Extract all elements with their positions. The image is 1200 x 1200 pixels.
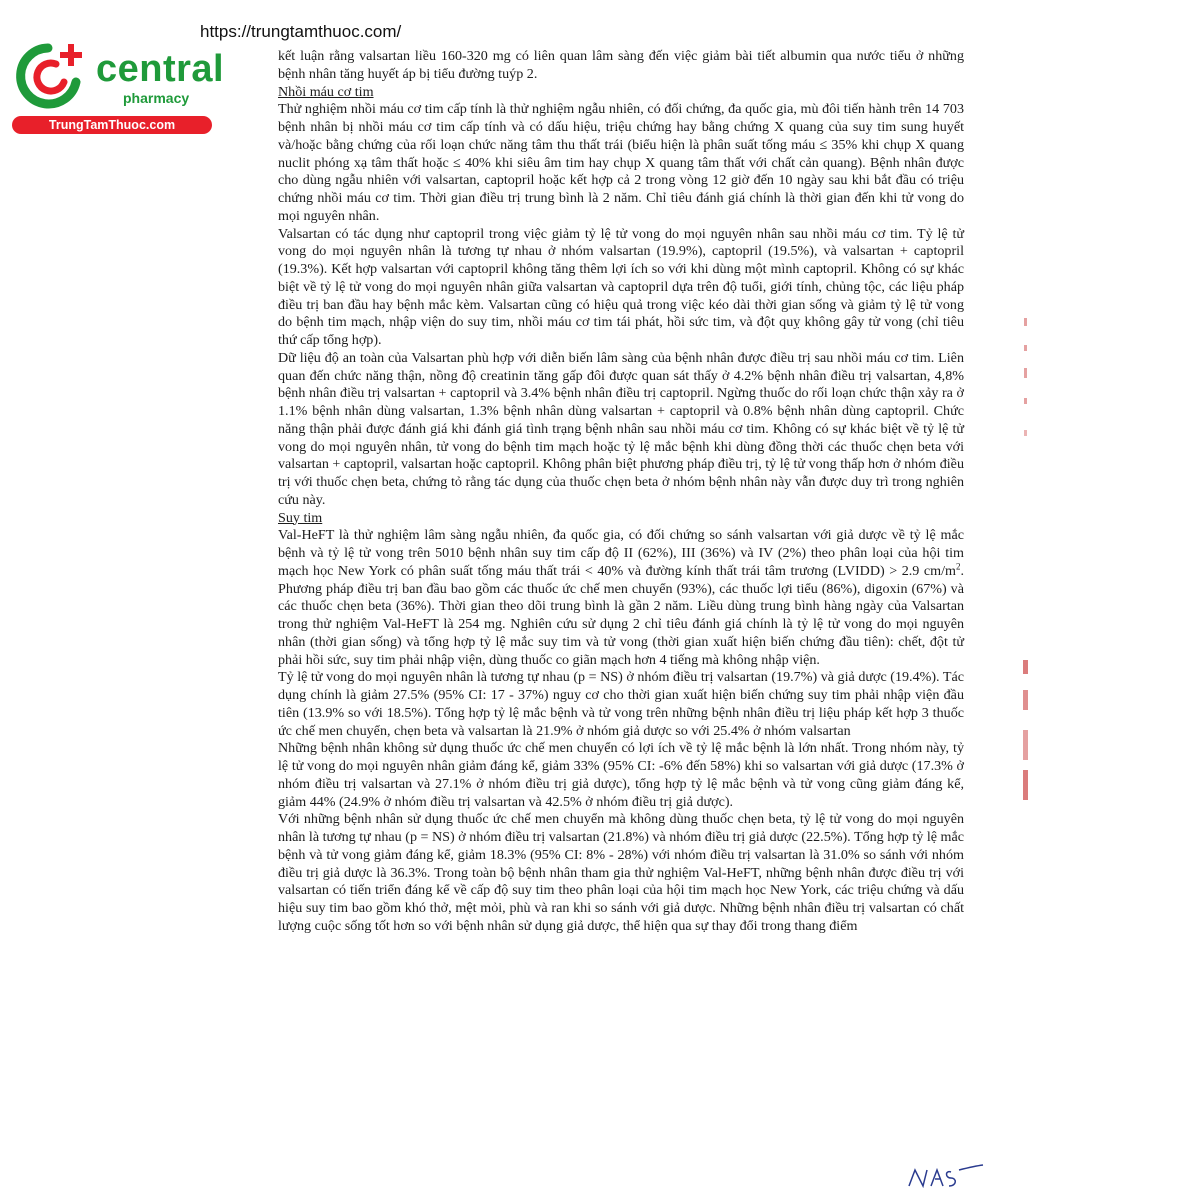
logo-banner: TrungTamThuoc.com bbox=[12, 116, 212, 134]
site-url: https://trungtamthuoc.com/ bbox=[200, 22, 402, 41]
heading-myocardial-infarction: Nhồi máu cơ tim bbox=[278, 83, 374, 100]
document-body bbox=[278, 48, 964, 936]
pharmacy-logo-icon bbox=[8, 38, 98, 118]
paragraph-mortality: Tỷ lệ tử vong do mọi nguyên nhân là tương tự nhau (p = NS) ở nhóm điều trị valsartan (19.7%) và giả dược (19.4%). Tác dụng chính là giảm 27.5% (95% CI: 17 - 37%) nguy cơ cho thời gian xuất hiện biến chứng suy tim phải nhập viện đầu tiên (13.9% so với 18.5%). Tổng hợp tỷ lệ mắc bệnh và tử vong trên những bệnh nhân điều trị liệu pháp kết hợp 3 thuốc ức chế men chuyển, chẹn beta và valsartan là 21.9% ở nhóm giả dược so với 25.4% ở nhóm valsartan bbox=[278, 669, 964, 739]
paragraph-mi-trial: Thử nghiệm nhồi máu cơ tim cấp tính là thử nghiệm ngẫu nhiên, có đối chứng, đa quốc gia, mù đôi tiến hành trên 14 703 bệnh nhân bị nhồi máu cơ tim cấp tính và có dấu hiệu, triệu chứng hay bằng chứng X quang của suy tim sung huyết và/hoặc bằng chứng của rối loạn chức năng tâm thu thất trái (biểu hiện là phân suất tống máu ≤ 35% khi chụp X quang nuclit phóng xạ tâm thất hoặc ≤ 40% khi siêu âm tim hay chụp X quang tâm thất với chất cản quang). Bệnh nhân được cho dùng ngẫu nhiên với valsartan, captopril hoặc kết hợp cả 2 trong vòng 12 giờ đến 10 ngày sau khi bắt đầu có triệu chứng nhồi máu cơ tim. Thời gian điều trị trung bình là 2 năm. Chỉ tiêu đánh giá chính là thời gian đến khi tử vong do mọi nguyên nhân. bbox=[278, 101, 964, 224]
paragraph-valheft bbox=[278, 527, 964, 669]
paragraph-no-ace: Những bệnh nhân không sử dụng thuốc ức chế men chuyển có lợi ích về tỷ lệ mắc bệnh là lớn nhất. Trong nhóm này, tỷ lệ tử vong do mọi nguyên nhân giảm đáng kể, giảm 33% (95% CI: -6% đến 58%) khi so valsartan với giả dược (17.3% ở nhóm điều trị valsartan và 27.1% ở nhóm điều trị giả dược), tổng hợp tỷ lệ mắc bệnh và tử vong cũng giảm đáng kể, giảm 44% (24.9% ở nhóm điều trị valsartan và 42.5% ở nhóm điều trị giả dược). bbox=[278, 740, 964, 810]
valheft-superscript: 2 bbox=[955, 561, 961, 572]
valheft-text-a: Val-HeFT là thử nghiệm lâm sàng ngẫu nhiên, đa quốc gia, có đối chứng so sánh valsartan với giả dược về tỷ lệ mắc bệnh và tỷ lệ tử vong trên 5010 bệnh nhân suy tim cấp độ II (62%), III (36%) và IV (2%) theo phân loại của hội tim mạch học New York có phân suất tống máu thất trái < 40% và đường kính thất trái tâm trương (LVIDD) > 2.9 cm/m bbox=[278, 527, 964, 579]
valheft-text-b: . Phương pháp điều trị ban đầu bao gồm các thuốc ức chế men chuyển (93%), các thuốc lợi tiểu (86%), digoxin (67%) và các thuốc chẹn beta (36%). Thời gian theo dõi trung bình là gần 2 năm. Liều dùng trung bình hàng ngày của Valsartan trong thử nghiệm Val-HeFT là 254 mg. Nghiên cứu sử dụng 2 chỉ tiêu đánh giá chính là tỷ lệ tử vong do mọi nguyên nhân (thời gian sống) và tổng hợp tỷ lệ mắc suy tim và tử vong (thời gian xuất hiện biến chứng đầu tiên): chết, đột tử phải hồi sức, suy tim phải nhập viện, dùng thuốc co giãn mạch hơn 4 tiếng mà không nhập viện. bbox=[278, 562, 964, 668]
paragraph-ace-no-beta: Với những bệnh nhân sử dụng thuốc ức chế men chuyển mà không dùng thuốc chẹn beta, tỷ lệ tử vong do mọi nguyên nhân là tương tự nhau (p = NS) ở nhóm điều trị valsartan (21.8%) và nhóm điều trị giả dược (22.5%). Tổng hợp tỷ lệ mắc bệnh và tử vong giảm đáng kể, giảm 18.3% (95% CI: 8% - 28%) với nhóm điều trị valsartan là 31.0% so sánh với nhóm điều trị giả dược là 36.3%. Trong toàn bộ bệnh nhân tham gia thử nghiệm Val-HeFT, những bệnh nhân được điều trị với valsartan có tiến triển đáng kể về cấp độ suy tim theo phân loại của hội tim mạch học New York, các triệu chứng và dấu hiệu suy tim bao gồm khó thở, mệt mỏi, phù và ran khi so sánh với giả dược. Những bệnh nhân điều trị valsartan có chất lượng cuộc sống tốt hơn so với bệnh nhân sử dụng giả dược, thể hiện qua sự thay đổi trong thang điểm bbox=[278, 811, 964, 934]
pharmacy-logo bbox=[8, 38, 225, 138]
heading-heart-failure: Suy tim bbox=[278, 509, 323, 526]
paragraph-mi-results: Valsartan có tác dụng như captopril trong việc giảm tỷ lệ tử vong do mọi nguyên nhân sau nhồi máu cơ tim. Tỷ lệ tử vong do mọi nguyên nhân là tương tự nhau ở nhóm valsartan (19.9%), captopril (19.5%), và valsartan + captopril (19.3%). Kết hợp valsartan với captopril không tăng thêm lợi ích so với khi dùng một mình captopril. Không có sự khác biệt về tỷ lệ tử vong do mọi nguyên nhân giữa valsartan và captopril dựa trên độ tuổi, giới tính, chủng tộc, các liệu pháp điều trị ban đầu hay bệnh mắc kèm. Valsartan cũng có hiệu quả trong việc kéo dài thời gian sống và giảm tỷ lệ tử vong do bệnh tim mạch, nhập viện do suy tim, nhồi máu cơ tim tái phát, hồi sức tim, và đột quỵ không gây tử vong (chỉ tiêu thứ cấp tổng hợp). bbox=[278, 225, 964, 348]
handwritten-signature bbox=[905, 1162, 985, 1192]
margin-stamp-marks bbox=[1010, 300, 1040, 820]
paragraph-albumin: kết luận rằng valsartan liều 160-320 mg có liên quan lâm sàng đến việc giảm bài tiết albumin qua nước tiểu ở những bệnh nhân tăng huyết áp bị tiểu đường tuýp 2. bbox=[278, 48, 964, 82]
logo-wordmark: central bbox=[96, 48, 225, 90]
logo-subtitle: pharmacy bbox=[123, 90, 190, 106]
paragraph-mi-safety: Dữ liệu độ an toàn của Valsartan phù hợp với diễn biến lâm sàng của bệnh nhân được điều trị sau nhồi máu cơ tim. Liên quan đến chức năng thận, nồng độ creatinin tăng gấp đôi được quan sát thấy ở 4.2% bệnh nhân điều trị valsartan, 4,8% bệnh nhân điều trị valsartan + captopril và 3.4% bệnh nhân điều trị captopril. Ngừng thuốc do rối loạn chức thận xảy ra ở 1.1% bệnh nhân dùng valsartan, 1.3% bệnh nhân dùng valsartan + captopril và 0.8% bệnh nhân dùng captopril. Chức năng thận phải được đánh giá khi đánh giá tình trạng bệnh nhân sau nhồi máu cơ tim. Không có sự khác biệt về tỷ lệ tử vong do mọi nguyên nhân, tử vong do bệnh tim mạch hoặc tỷ lệ mắc bệnh khi dùng đồng thời các thuốc chẹn beta với valsartan + captopril, valsartan hoặc captopril. Không phân biệt phương pháp điều trị, tỷ lệ tử vong thấp hơn ở nhóm điều trị với thuốc chẹn beta, chứng tỏ rằng tác dụng của thuốc chẹn beta ở nhóm bệnh nhân này vẫn được duy trì trong nghiên cứu này. bbox=[278, 349, 964, 508]
